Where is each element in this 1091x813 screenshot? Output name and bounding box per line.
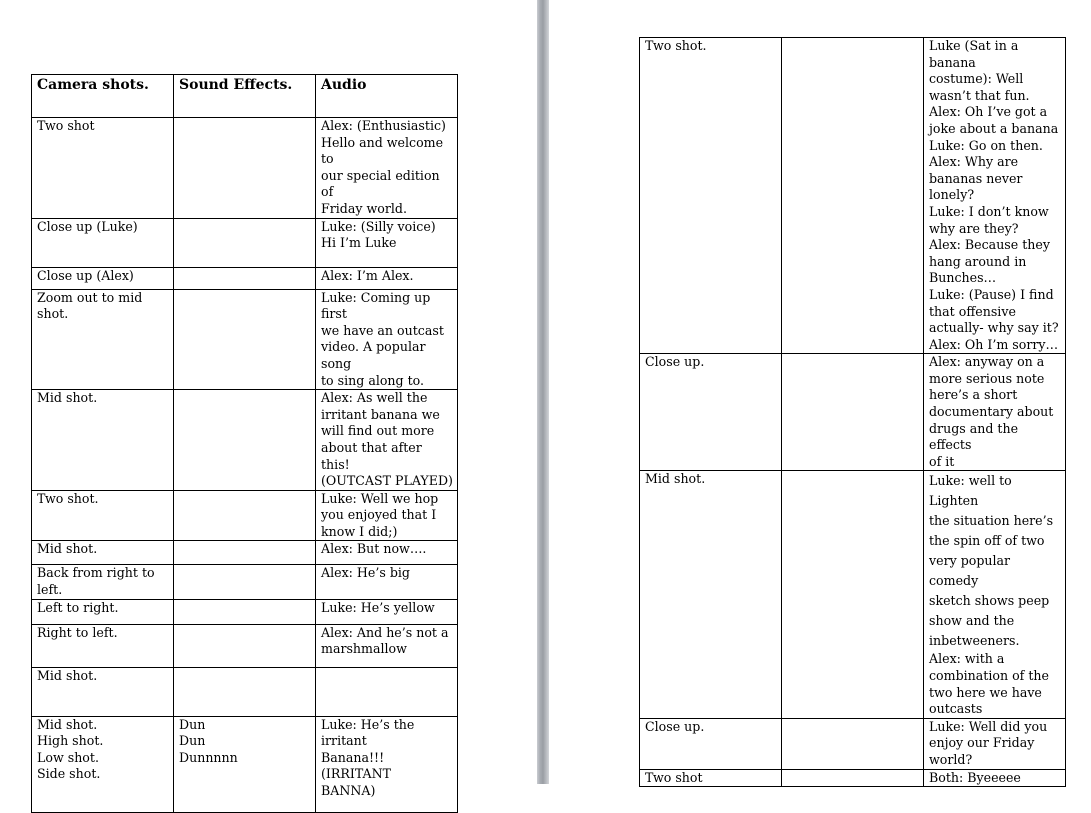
table-row — [32, 390, 458, 491]
camera-shot-cell[interactable] — [640, 718, 782, 769]
sound-effects-cell[interactable] — [174, 267, 316, 289]
sound-effects-cell[interactable] — [782, 354, 924, 471]
cell-text-line: you enjoyed that I — [321, 507, 437, 523]
cell-text-line: Luke: (Silly voice) — [321, 218, 436, 234]
audio-cell[interactable] — [316, 118, 458, 219]
cell-text-line: here’s a short — [929, 387, 1018, 403]
cell-text-line: Dun — [179, 716, 206, 732]
camera-shot-cell[interactable] — [640, 769, 782, 787]
cell-text-line: Two shot. — [645, 38, 707, 53]
audio-cell[interactable] — [316, 289, 458, 390]
table-row — [32, 289, 458, 390]
header-label: Audio — [321, 77, 367, 93]
table-row — [32, 267, 458, 289]
cell-text-line: very popular comedy — [929, 553, 1015, 589]
cell-text-line: costume): Well — [929, 71, 1024, 87]
cell-text-line: Luke: (Pause) I find — [929, 286, 1054, 302]
cell-text-line: Luke (Sat in a banana — [929, 38, 1023, 70]
audio-cell[interactable] — [924, 354, 1066, 471]
cell-text-line: Friday world. — [321, 200, 407, 216]
cell-text-line: Mid shot. — [37, 541, 98, 557]
sound-effects-header[interactable] — [174, 75, 316, 118]
table-row — [32, 490, 458, 541]
audio-cell[interactable] — [316, 716, 458, 812]
cell-text-line: Alex: I’m Alex. — [321, 267, 414, 283]
audio-spaced-block — [929, 471, 1061, 651]
cell-text-line: Bunches… — [929, 270, 997, 286]
cell-text-line: Luke: Well did you — [929, 718, 1048, 734]
cell-text-line: Luke: He’s yellow — [321, 599, 435, 615]
camera-shot-cell[interactable] — [32, 267, 174, 289]
cell-text-line: show and the — [929, 613, 1015, 629]
table-row — [640, 471, 1066, 718]
table-row — [32, 541, 458, 565]
cell-text-line: world? — [929, 752, 973, 767]
cell-text-line: Close up (Alex) — [37, 267, 134, 283]
cell-text-line: left. — [37, 582, 63, 598]
cell-text-line: Mid shot. — [37, 716, 98, 732]
table-row — [32, 118, 458, 219]
cell-text-line: about that after this! — [321, 439, 426, 472]
camera-shot-cell[interactable] — [32, 599, 174, 624]
audio-cell[interactable] — [316, 565, 458, 599]
sound-effects-cell[interactable] — [174, 118, 316, 219]
cell-text-line: (OUTCAST PLAYED) — [321, 473, 453, 489]
page-gutter — [537, 0, 549, 784]
cell-text-line: Dunnnnn — [179, 749, 238, 765]
cell-text-line: Hi I’m Luke — [321, 235, 397, 251]
cell-text-line: Back from right to — [37, 565, 155, 581]
camera-shot-cell[interactable] — [32, 565, 174, 599]
audio-cell[interactable] — [316, 267, 458, 289]
table-row — [640, 718, 1066, 769]
table-row — [32, 667, 458, 716]
audio-cell[interactable] — [316, 218, 458, 267]
audio-cell[interactable] — [316, 624, 458, 667]
cell-text-line: lonely? — [929, 187, 975, 203]
cell-text-line: Alex: anyway on a — [929, 354, 1045, 370]
cell-text-line: we have an outcast — [321, 322, 444, 338]
cell-text-line: Two shot. — [37, 490, 99, 506]
audio-cell[interactable] — [924, 718, 1066, 769]
cell-text-line: Banana!!! (IRRITANT — [321, 749, 392, 782]
cell-text-line: Close up. — [645, 354, 705, 370]
script-table-left — [31, 74, 458, 813]
camera-shot-cell[interactable] — [640, 38, 782, 354]
sound-effects-cell[interactable] — [174, 541, 316, 565]
cell-text-line: Alex: Oh I’m sorry… — [929, 336, 1059, 352]
sound-effects-cell[interactable] — [174, 667, 316, 716]
cell-text-line: Close up (Luke) — [37, 218, 138, 234]
cell-text-line: Luke: Go on then. — [929, 137, 1043, 153]
camera-shot-cell[interactable] — [32, 289, 174, 390]
cell-text-line: joke about a banana — [929, 120, 1059, 136]
cell-text-line: enjoy our Friday — [929, 735, 1035, 751]
sound-effects-cell[interactable] — [782, 718, 924, 769]
document-page-right — [549, 0, 1091, 784]
sound-effects-cell[interactable] — [174, 565, 316, 599]
header-label: Camera shots. — [37, 77, 149, 93]
cell-text-line: Luke: well to Lighten — [929, 473, 1016, 509]
camera-shot-cell[interactable] — [32, 624, 174, 667]
cell-text-line: combination of the — [929, 668, 1049, 684]
cell-text-line: wasn’t that fun. — [929, 87, 1030, 103]
cell-text-line: hang around in — [929, 253, 1027, 269]
cell-text-line: Left to right. — [37, 599, 119, 615]
table-row — [640, 38, 1066, 354]
camera-shot-cell[interactable] — [32, 118, 174, 219]
audio-cell[interactable] — [924, 769, 1066, 787]
cell-text-line: actually- why say it? — [929, 320, 1059, 336]
cell-text-line: Alex: As well the — [321, 390, 428, 406]
cell-text-line: irritant banana we — [321, 406, 440, 422]
cell-text-line: will find out more — [321, 423, 435, 439]
cell-text-line: Luke: Well we hop — [321, 490, 439, 506]
table-row — [32, 565, 458, 599]
sound-effects-cell[interactable] — [174, 289, 316, 390]
cell-text-line: two here we have — [929, 684, 1042, 700]
cell-text-line: Alex: Why are — [929, 154, 1019, 170]
cell-text-line: marshmallow — [321, 641, 407, 657]
cell-text-line: sketch shows peep — [929, 593, 1050, 609]
camera-shot-cell[interactable] — [32, 667, 174, 716]
camera-shot-cell[interactable] — [640, 354, 782, 471]
cell-text-line: Side shot. — [37, 766, 101, 782]
cell-text-line: BANNA) — [321, 783, 376, 799]
audio-cell[interactable] — [316, 667, 458, 716]
table-row — [640, 769, 1066, 787]
cell-text-line: Dun — [179, 733, 206, 749]
table-row — [32, 624, 458, 667]
cell-text-line: Two shot — [37, 118, 95, 133]
cell-text-line: that offensive — [929, 303, 1016, 319]
sound-effects-cell[interactable] — [174, 599, 316, 624]
cell-text-line: Hello and welcome to — [321, 134, 448, 167]
cell-text-line: Alex: Because they — [929, 237, 1050, 253]
cell-text-line: High shot. — [37, 733, 104, 749]
cell-text-line: more serious note — [929, 370, 1045, 386]
sound-effects-cell[interactable] — [174, 218, 316, 267]
document-page-left — [0, 0, 537, 799]
script-table-right — [639, 37, 1066, 787]
cell-text-line: Both: Byeeeee — [929, 769, 1021, 785]
cell-text-line: Zoom out to mid shot. — [37, 289, 147, 322]
camera-shot-cell[interactable] — [32, 390, 174, 491]
cell-text-line: drugs and the effects — [929, 420, 1023, 453]
cell-text-line: the situation here’s — [929, 513, 1054, 529]
camera-shot-cell[interactable] — [32, 541, 174, 565]
cell-text-line: Alex: Oh I’ve got a — [929, 104, 1048, 120]
sound-effects-cell[interactable] — [782, 38, 924, 354]
camera-shot-cell[interactable] — [32, 716, 174, 812]
audio-cell[interactable] — [924, 38, 1066, 354]
cell-text-line: Alex: He’s big — [321, 565, 410, 581]
cell-text-line: bananas never — [929, 170, 1023, 186]
audio-cell[interactable] — [316, 490, 458, 541]
sound-effects-cell[interactable] — [174, 624, 316, 667]
sound-effects-cell[interactable] — [782, 471, 924, 718]
cell-text-line: of it — [929, 453, 955, 469]
cell-text-line: Close up. — [645, 718, 705, 734]
cell-text-line: Alex: And he’s not a — [321, 624, 449, 640]
cell-text-line: Luke: He’s the irritant — [321, 716, 419, 749]
cell-text-line: Luke: I don’t know — [929, 203, 1049, 219]
audio-cell[interactable] — [316, 390, 458, 491]
table-row — [32, 599, 458, 624]
cell-text-line: inbetweeners. — [929, 633, 1020, 649]
header-label: Sound Effects. — [179, 77, 293, 93]
cell-text-line: Luke: Coming up first — [321, 289, 435, 322]
cell-text-line: Alex: with a — [929, 651, 1005, 667]
audio-cell[interactable] — [316, 541, 458, 565]
camera-shot-cell[interactable] — [32, 218, 174, 267]
cell-text-line: video. A popular song — [321, 339, 430, 371]
audio-header[interactable] — [316, 75, 458, 118]
cell-text-line: to sing along to. — [321, 372, 425, 388]
cell-text-line: documentary about — [929, 404, 1054, 420]
camera-shot-cell[interactable] — [32, 490, 174, 541]
sound-effects-cell[interactable] — [782, 769, 924, 787]
table-row — [32, 218, 458, 267]
camera-shot-cell[interactable] — [640, 471, 782, 718]
cell-text-line: Alex: (Enthusiastic) — [321, 118, 446, 133]
cell-text-line: Mid shot. — [645, 471, 706, 487]
cell-text-line: Mid shot. — [37, 390, 98, 406]
cell-text-line: Mid shot. — [37, 667, 98, 683]
cell-text-line: outcasts — [929, 701, 983, 717]
cell-text-line: why are they? — [929, 220, 1019, 236]
cell-text-line: Right to left. — [37, 624, 118, 640]
sound-effects-cell[interactable] — [174, 490, 316, 541]
table-row — [640, 354, 1066, 471]
table-row — [32, 716, 458, 812]
cell-text-line: the spin off of two — [929, 533, 1045, 549]
camera-shots-header[interactable] — [32, 75, 174, 118]
sound-effects-cell[interactable] — [174, 390, 316, 491]
table-header-row — [32, 75, 458, 118]
cell-text-line: know I did;) — [321, 523, 398, 539]
cell-text-line: Two shot — [645, 769, 703, 785]
cell-text-line: Low shot. — [37, 749, 99, 765]
cell-text-line: our special edition of — [321, 167, 444, 200]
audio-cell[interactable] — [316, 599, 458, 624]
sound-effects-cell[interactable] — [174, 716, 316, 812]
cell-text-line: Alex: But now…. — [321, 541, 427, 557]
audio-cell[interactable] — [924, 471, 1066, 718]
